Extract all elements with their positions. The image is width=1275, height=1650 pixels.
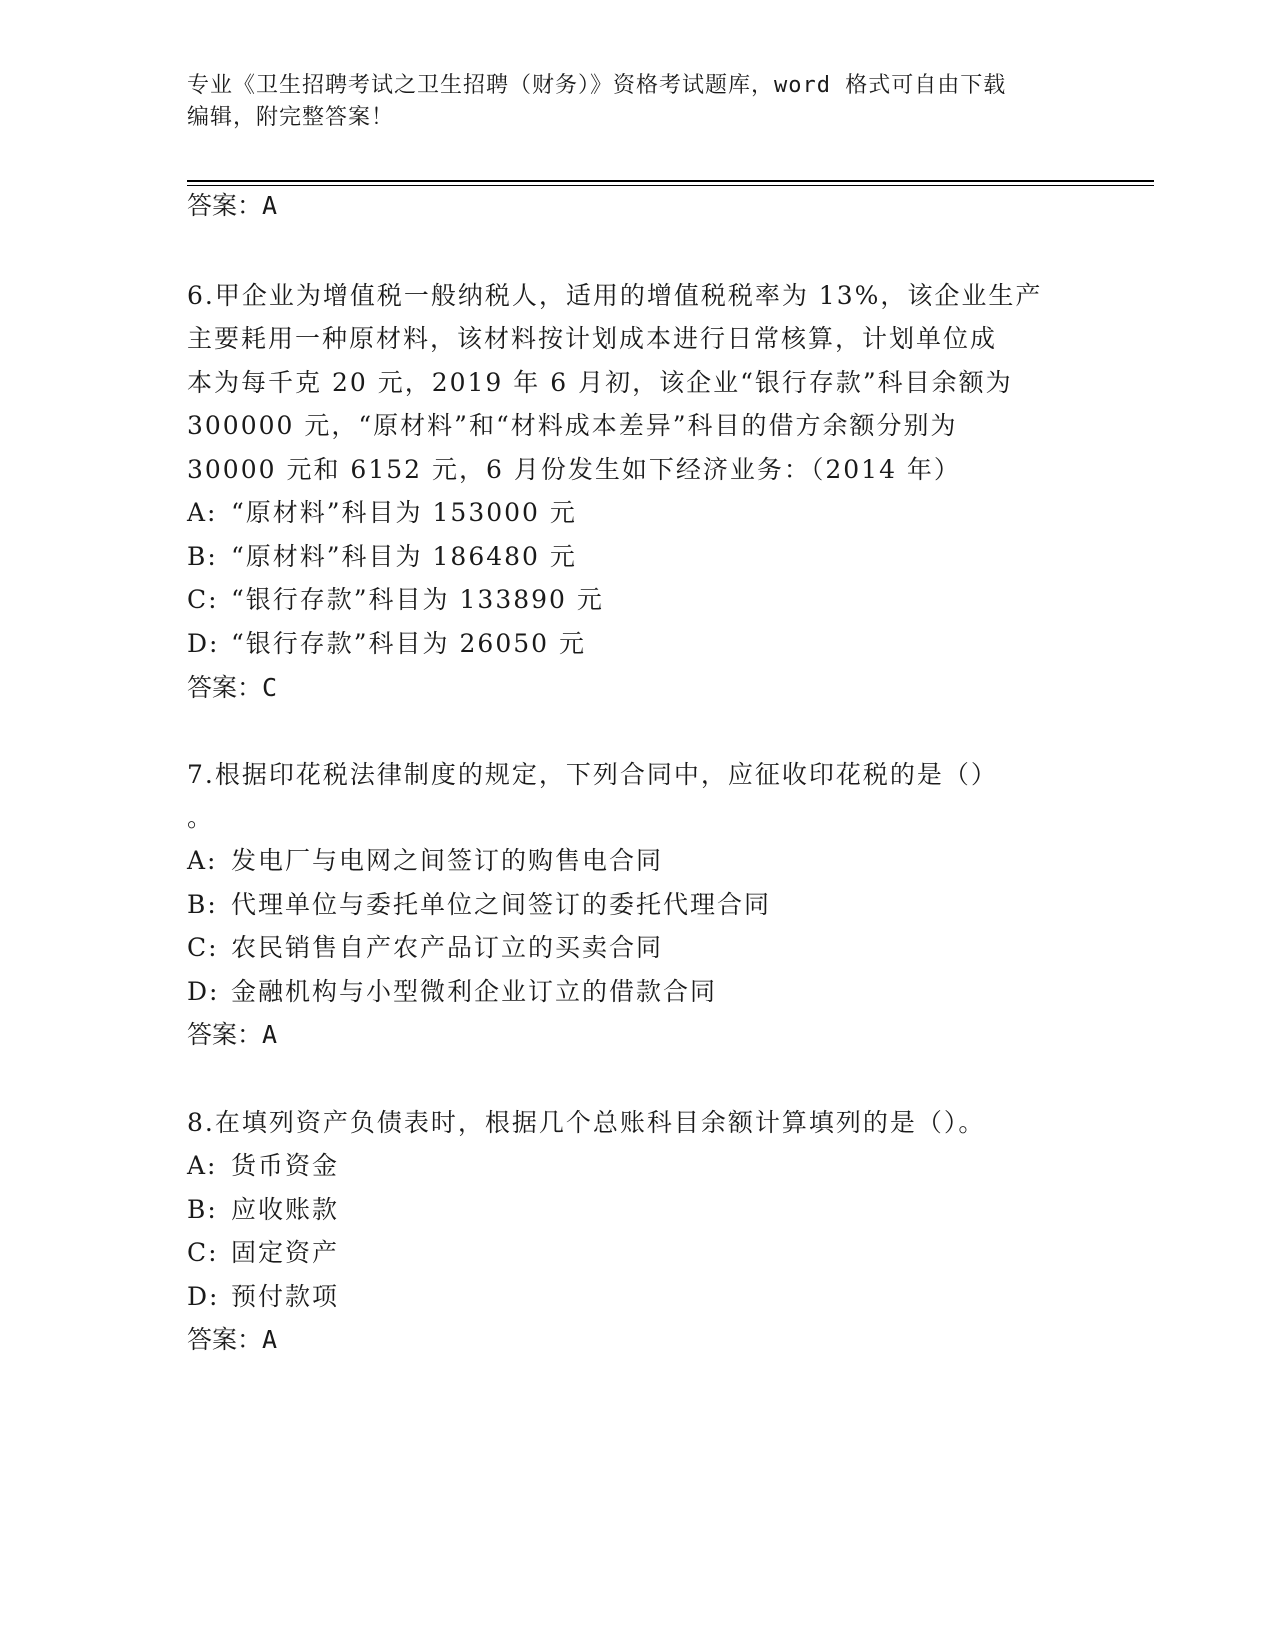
option-text: 代理单位与委托单位之间签订的委托代理合同 [231, 890, 772, 919]
question-6-answer: 答案：C [187, 673, 278, 702]
question-6-option-a [187, 493, 577, 529]
option-letter: D: [187, 629, 220, 658]
option-text: “银行存款”科目为 26050 元 [231, 629, 586, 658]
question-6-line: 30000 元和 6152 元，6 月份发生如下经济业务：（2014 年） [187, 455, 961, 484]
option-text: 发电厂与电网之间签订的购售电合同 [231, 846, 664, 875]
option-letter: C: [187, 585, 219, 614]
question-8-option-b [187, 1190, 339, 1226]
option-letter: C: [187, 1238, 219, 1267]
option-text: 金融机构与小型微利企业订立的借款合同 [231, 977, 718, 1006]
option-text: 农民销售自产农产品订立的买卖合同 [231, 933, 664, 962]
option-letter: B: [187, 1195, 218, 1224]
question-7-option-b [187, 885, 771, 921]
question-6-line: 300000 元，“原材料”和“材料成本差异”科目的借方余额分别为 [187, 411, 958, 440]
question-6-line: 主要耗用一种原材料，该材料按计划成本进行日常核算，计划单位成 [187, 324, 998, 353]
option-text: 预付款项 [231, 1282, 340, 1311]
option-letter: B: [187, 542, 218, 571]
question-6-line: 6.甲企业为增值税一般纳税人，适用的增值税税率为 13%，该企业生产 [187, 281, 1043, 310]
option-text: “原材料”科目为 186480 元 [231, 542, 577, 571]
option-text: “银行存款”科目为 133890 元 [231, 585, 604, 614]
question-7-option-d [187, 972, 717, 1008]
option-text: 应收账款 [231, 1195, 340, 1224]
question-7-line: 。 [187, 803, 215, 832]
option-letter: A: [187, 1151, 218, 1180]
question-7-line: 7.根据印花税法律制度的规定，下列合同中，应征收印花税的是（） [187, 760, 998, 789]
question-7-option-c [187, 928, 663, 964]
question-6-option-c [187, 580, 604, 616]
option-letter: D: [187, 977, 220, 1006]
question-6-option-b [187, 537, 577, 573]
question-8-answer: 答案：A [187, 1325, 278, 1354]
question-8-option-d [187, 1277, 339, 1313]
question-6-line: 本为每千克 20 元，2019 年 6 月初，该企业“银行存款”科目余额为 [187, 368, 1013, 397]
question-7-answer: 答案：A [187, 1020, 278, 1049]
document-header [187, 70, 1087, 134]
previous-answer: 答案：A [187, 191, 278, 220]
option-letter: A: [187, 846, 218, 875]
question-7-option-a [187, 841, 663, 877]
header-line-2: 编辑，附完整答案！ [187, 105, 395, 130]
option-letter: D: [187, 1282, 220, 1311]
question-6-option-d [187, 624, 586, 660]
header-divider-thin [187, 185, 1154, 186]
question-8-option-c [187, 1233, 339, 1269]
question-8-option-a [187, 1146, 339, 1182]
option-text: “原材料”科目为 153000 元 [231, 498, 577, 527]
header-divider-thick [187, 180, 1154, 182]
option-text: 固定资产 [231, 1238, 340, 1267]
option-text: 货币资金 [231, 1151, 340, 1180]
option-letter: B: [187, 890, 218, 919]
option-letter: C: [187, 933, 219, 962]
header-line-1: 专业《卫生招聘考试之卫生招聘（财务）》资格考试题库，word 格式可自由下载 [187, 73, 1007, 98]
option-letter: A: [187, 498, 218, 527]
question-8-line: 8.在填列资产负债表时，根据几个总账科目余额计算填列的是（）。 [187, 1108, 986, 1137]
